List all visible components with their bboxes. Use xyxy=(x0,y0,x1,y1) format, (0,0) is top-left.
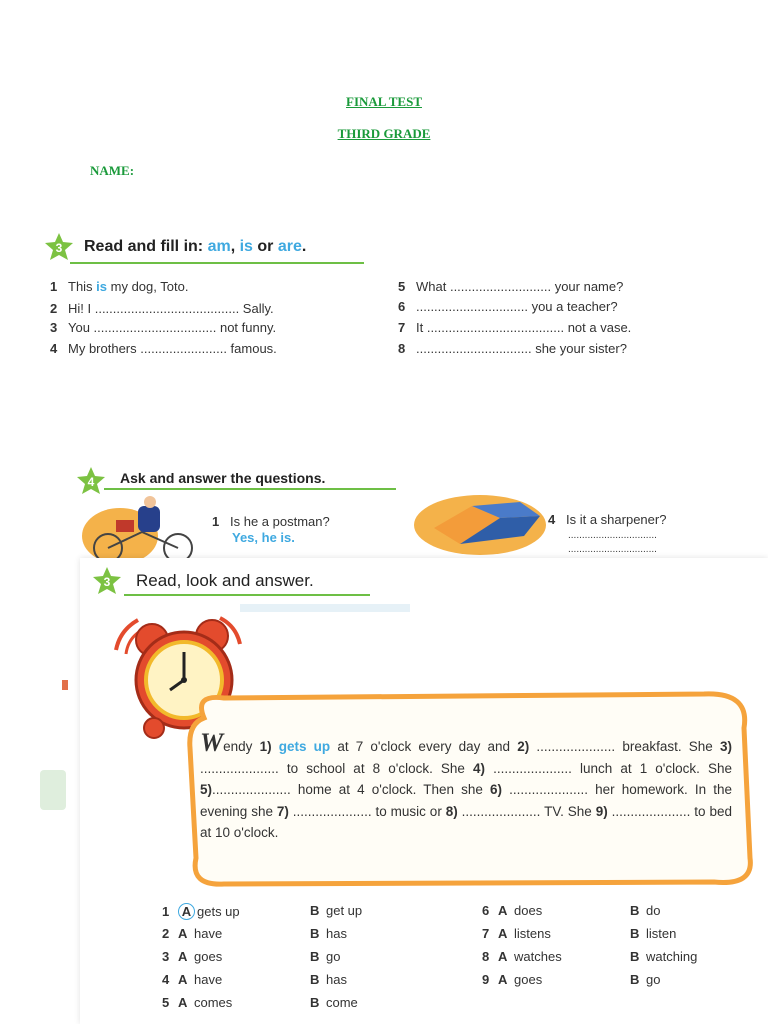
eraser-image xyxy=(412,494,548,556)
answer-row: 9 A goes xyxy=(482,972,543,987)
star-number-icon xyxy=(76,466,106,496)
scan-artifact xyxy=(62,680,68,690)
question-1: 1 Is he a postman? xyxy=(212,514,330,529)
star-number-icon xyxy=(44,232,74,262)
question-4-line-1: ................................ xyxy=(568,530,657,541)
fill-item-6: 6 ............................... you a teacher? xyxy=(398,299,618,314)
answer-option-b: B go xyxy=(310,949,341,964)
answer-option-b: B come xyxy=(310,995,358,1010)
question-1-answer: Yes, he is. xyxy=(232,530,295,545)
test-title: FINAL TEST xyxy=(346,94,422,109)
answer-option-b: B listen xyxy=(630,926,677,941)
answer-option-b: B do xyxy=(630,903,661,918)
question-4-line-2: ................................ xyxy=(568,544,657,555)
svg-text:4: 4 xyxy=(87,475,95,489)
svg-text:3: 3 xyxy=(55,241,63,255)
question-4: 4 Is it a sharpener? xyxy=(548,512,667,527)
section1-title: Read and fill in: am, is or are. xyxy=(84,238,307,255)
fill-item-3: 3 You .................................. not funny. xyxy=(50,320,277,335)
answer-option-b: B has xyxy=(310,926,347,941)
answer-row: 4 A have xyxy=(162,972,223,987)
postman-bicycle-image xyxy=(80,496,200,562)
name-label: NAME: xyxy=(90,163,135,178)
section3-title: Read, look and answer. xyxy=(136,571,314,590)
scan-artifact xyxy=(40,770,66,810)
svg-text:3: 3 xyxy=(103,575,111,589)
answer-row: 6 A does xyxy=(482,903,543,918)
answer-option-b: B watching xyxy=(630,949,698,964)
fill-item-2: 2 Hi! I ........................................ Sally. xyxy=(50,301,274,316)
fill-item-7: 7 It ...................................... not a vase. xyxy=(398,320,632,335)
fill-item-8: 8 ................................ she your sister? xyxy=(398,341,627,356)
section1-underline xyxy=(70,262,364,264)
answer-option-b: B has xyxy=(310,972,347,987)
answer-row: 8 A watches xyxy=(482,949,562,964)
fill-item-5: 5 What ............................ your name? xyxy=(398,279,624,294)
answer-row: 5 A comes xyxy=(162,995,233,1010)
answer-row: 1 A gets up xyxy=(162,904,240,919)
fill-item-1: 1 This is my dog, Toto. xyxy=(50,279,189,294)
story-text: Wendy 1) gets up at 7 o'clock every day and 2) ..................... breakfast. She 3) ..................... to school at 8 o'clock. She 4) ..................... lunch at 1 o'clock. She 5)..................... home at 4 o'clock. Then she 6) ..................... her homework. In the evening she 7) ..................... to music or 8) ..................... TV. She 9) ..................... to bed at 10 o'clock. xyxy=(200,728,732,840)
answer-option-b: B go xyxy=(630,972,661,987)
answer-row: 3 A goes xyxy=(162,949,223,964)
section2-underline xyxy=(104,488,396,490)
answer-option-b: B get up xyxy=(310,903,363,918)
answer-row: 2 A have xyxy=(162,926,223,941)
faint-bar xyxy=(240,604,410,612)
grade-title: THIRD GRADE xyxy=(337,126,431,141)
section3-underline xyxy=(124,594,370,596)
section2-title: Ask and answer the questions. xyxy=(120,470,326,486)
star-number-icon xyxy=(92,566,122,596)
fill-item-4: 4 My brothers ........................ famous. xyxy=(50,341,277,356)
answer-row: 7 A listens xyxy=(482,926,551,941)
